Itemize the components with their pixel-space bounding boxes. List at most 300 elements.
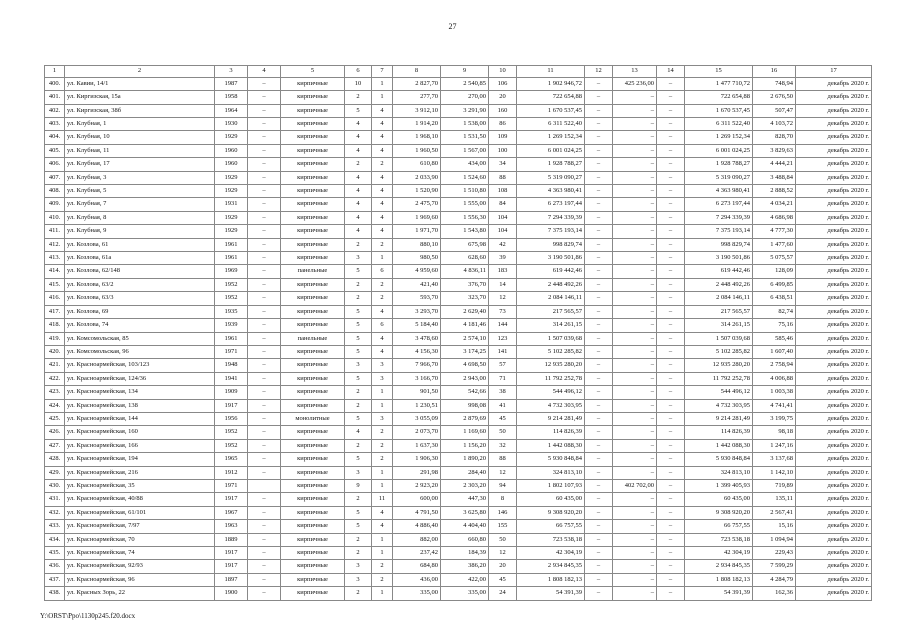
table-cell: декабрь 2020 г. bbox=[796, 225, 872, 238]
table-cell: 6 311 522,40 bbox=[517, 118, 585, 131]
table-cell: 3 055,09 bbox=[393, 412, 441, 425]
table-cell: – bbox=[613, 453, 657, 466]
table-cell: 1900 bbox=[215, 587, 248, 600]
table-cell: декабрь 2020 г. bbox=[796, 185, 872, 198]
table-cell: – bbox=[657, 252, 685, 265]
table-cell: ул. Красноармейская, 124/36 bbox=[65, 372, 215, 385]
table-cell: 1956 bbox=[215, 412, 248, 425]
table-cell: – bbox=[585, 305, 613, 318]
table-cell: 1 bbox=[372, 386, 393, 399]
table-cell: – bbox=[657, 493, 685, 506]
table-cell: декабрь 2020 г. bbox=[796, 345, 872, 358]
table-cell: – bbox=[585, 533, 613, 546]
table-cell: – bbox=[585, 412, 613, 425]
table-cell: 7 294 339,39 bbox=[685, 211, 753, 224]
table-cell: 5 102 285,82 bbox=[517, 345, 585, 358]
table-cell: кирпичные bbox=[281, 547, 345, 560]
table-cell: – bbox=[657, 533, 685, 546]
table-row bbox=[45, 265, 872, 278]
table-cell: – bbox=[613, 225, 657, 238]
table-cell: 4 284,79 bbox=[753, 573, 796, 586]
table-cell: – bbox=[585, 359, 613, 372]
table-cell: 722 654,88 bbox=[685, 91, 753, 104]
table-cell: 1 906,30 bbox=[393, 453, 441, 466]
table-cell: – bbox=[657, 426, 685, 439]
table-cell: 4 bbox=[345, 185, 372, 198]
table-cell: 2 879,69 bbox=[441, 412, 489, 425]
table-cell: – bbox=[248, 211, 281, 224]
table-cell: 5 184,40 bbox=[393, 319, 441, 332]
table-cell: 1 543,80 bbox=[441, 225, 489, 238]
table-cell: 432. bbox=[45, 506, 65, 519]
table-row bbox=[45, 118, 872, 131]
table-cell: ул. Клубная, 8 bbox=[65, 211, 215, 224]
table-cell: 100 bbox=[489, 144, 517, 157]
table-cell: – bbox=[613, 319, 657, 332]
table-row bbox=[45, 573, 872, 586]
table-cell: 411. bbox=[45, 225, 65, 238]
table-row bbox=[45, 332, 872, 345]
table-cell: 1930 bbox=[215, 118, 248, 131]
table-cell: 1 556,30 bbox=[441, 211, 489, 224]
table-cell: 2 827,70 bbox=[393, 77, 441, 90]
table-cell: 42 bbox=[489, 238, 517, 251]
page-number: 27 bbox=[448, 22, 457, 31]
table-cell: 66 757,55 bbox=[685, 520, 753, 533]
column-header: 14 bbox=[657, 66, 685, 78]
table-cell: 1939 bbox=[215, 319, 248, 332]
table-cell: 401. bbox=[45, 91, 65, 104]
table-cell: 3 174,25 bbox=[441, 345, 489, 358]
table-cell: декабрь 2020 г. bbox=[796, 305, 872, 318]
table-cell: – bbox=[248, 493, 281, 506]
table-cell: 11 792 252,78 bbox=[517, 372, 585, 385]
table-cell: 2 923,20 bbox=[393, 479, 441, 492]
table-cell: кирпичные bbox=[281, 305, 345, 318]
table-cell: – bbox=[585, 439, 613, 452]
table-cell: 998 829,74 bbox=[517, 238, 585, 251]
table-cell: 4 bbox=[372, 305, 393, 318]
table-cell: ул. Красноармейская, 7/97 bbox=[65, 520, 215, 533]
table-cell: 1 808 182,13 bbox=[517, 573, 585, 586]
column-header: 12 bbox=[585, 66, 613, 78]
table-cell: кирпичные bbox=[281, 345, 345, 358]
table-cell: 335,00 bbox=[393, 587, 441, 600]
table-cell: 3 829,63 bbox=[753, 144, 796, 157]
table-cell: 4 741,41 bbox=[753, 399, 796, 412]
table-cell: 404. bbox=[45, 131, 65, 144]
table-cell: 9 308 920,20 bbox=[685, 506, 753, 519]
table-cell: – bbox=[657, 359, 685, 372]
table-cell: 39 bbox=[489, 252, 517, 265]
table-cell: 54 391,39 bbox=[685, 587, 753, 600]
table-cell: 544 496,12 bbox=[517, 386, 585, 399]
table-cell: – bbox=[657, 412, 685, 425]
table-cell: 585,46 bbox=[753, 332, 796, 345]
table-row bbox=[45, 439, 872, 452]
table-cell: 1 bbox=[372, 91, 393, 104]
table-cell: декабрь 2020 г. bbox=[796, 292, 872, 305]
table-cell: кирпичные bbox=[281, 359, 345, 372]
table-cell: 407. bbox=[45, 171, 65, 184]
table-cell: – bbox=[657, 185, 685, 198]
table-cell: 1 808 182,13 bbox=[685, 573, 753, 586]
table-cell: – bbox=[248, 252, 281, 265]
table-cell: 4 103,72 bbox=[753, 118, 796, 131]
table-cell: 3 166,70 bbox=[393, 372, 441, 385]
table-cell: – bbox=[613, 185, 657, 198]
table-cell: 419. bbox=[45, 332, 65, 345]
table-cell: ул. Клубная, 17 bbox=[65, 158, 215, 171]
table-cell: 426. bbox=[45, 426, 65, 439]
table-cell: 1 094,94 bbox=[753, 533, 796, 546]
table-cell: – bbox=[585, 225, 613, 238]
footer-file-path: Y:\ORST\Ppo\1130p245.f20.docx bbox=[40, 612, 136, 620]
table-cell: – bbox=[657, 386, 685, 399]
table-cell: – bbox=[248, 131, 281, 144]
table-cell: – bbox=[657, 479, 685, 492]
table-cell: 4 777,30 bbox=[753, 225, 796, 238]
table-cell: 2 bbox=[345, 399, 372, 412]
table-cell: 73 bbox=[489, 305, 517, 318]
table-cell: 414. bbox=[45, 265, 65, 278]
housing-register-table bbox=[44, 65, 872, 601]
table-cell: кирпичные bbox=[281, 493, 345, 506]
table-cell: 5 bbox=[345, 520, 372, 533]
table-cell: 619 442,46 bbox=[517, 265, 585, 278]
table-cell: 1 520,90 bbox=[393, 185, 441, 198]
table-cell: 1 507 039,68 bbox=[517, 332, 585, 345]
table-cell: 34 bbox=[489, 158, 517, 171]
table-cell: 7 966,70 bbox=[393, 359, 441, 372]
table-row bbox=[45, 533, 872, 546]
table-cell: – bbox=[613, 560, 657, 573]
table-cell: 1 bbox=[372, 587, 393, 600]
table-cell: – bbox=[657, 399, 685, 412]
table-cell: – bbox=[657, 345, 685, 358]
table-cell: 430. bbox=[45, 479, 65, 492]
table-cell: 4 bbox=[345, 118, 372, 131]
table-cell: 2 934 845,35 bbox=[517, 560, 585, 573]
table-cell: 2 676,50 bbox=[753, 91, 796, 104]
table-cell: 6 438,51 bbox=[753, 292, 796, 305]
table-cell: 2 bbox=[345, 439, 372, 452]
table-cell: 9 308 920,20 bbox=[517, 506, 585, 519]
table-cell: – bbox=[657, 560, 685, 573]
table-cell: 1952 bbox=[215, 439, 248, 452]
table-cell: 1 637,30 bbox=[393, 439, 441, 452]
table-cell: 1 142,10 bbox=[753, 466, 796, 479]
table-cell: – bbox=[613, 198, 657, 211]
table-cell: 162,36 bbox=[753, 587, 796, 600]
table-cell: – bbox=[657, 225, 685, 238]
table-row bbox=[45, 587, 872, 600]
table-cell: 4 bbox=[372, 506, 393, 519]
table-cell: 4 791,50 bbox=[393, 506, 441, 519]
table-cell: 217 565,57 bbox=[517, 305, 585, 318]
table-cell: декабрь 2020 г. bbox=[796, 265, 872, 278]
table-cell: 160 bbox=[489, 104, 517, 117]
table-cell: 4 bbox=[345, 225, 372, 238]
table-cell: 114 826,39 bbox=[517, 426, 585, 439]
table-cell: ул. Комсомольская, 96 bbox=[65, 345, 215, 358]
table-cell: 4 732 303,95 bbox=[685, 399, 753, 412]
table-cell: 12 935 280,20 bbox=[685, 359, 753, 372]
table-cell: 415. bbox=[45, 278, 65, 291]
column-header: 13 bbox=[613, 66, 657, 78]
table-cell: ул. Клубная, 5 bbox=[65, 185, 215, 198]
table-cell: 544 496,12 bbox=[685, 386, 753, 399]
table-cell: ул. Козлова, 63/2 bbox=[65, 278, 215, 291]
table-cell: 4 732 303,95 bbox=[517, 399, 585, 412]
table-cell: 435. bbox=[45, 547, 65, 560]
table-row bbox=[45, 171, 872, 184]
table-cell: ул. Козлова, 63/3 bbox=[65, 292, 215, 305]
table-cell: – bbox=[248, 560, 281, 573]
table-cell: декабрь 2020 г. bbox=[796, 453, 872, 466]
table-row bbox=[45, 453, 872, 466]
table-cell: 5 bbox=[345, 104, 372, 117]
table-cell: – bbox=[657, 319, 685, 332]
table-cell: ул. Красноармейская, 92/93 bbox=[65, 560, 215, 573]
table-cell: декабрь 2020 г. bbox=[796, 238, 872, 251]
table-cell: 123 bbox=[489, 332, 517, 345]
table-cell: 5 bbox=[345, 265, 372, 278]
table-cell: – bbox=[248, 345, 281, 358]
table-cell: 1 169,60 bbox=[441, 426, 489, 439]
table-cell: 2 bbox=[345, 238, 372, 251]
column-header: 17 bbox=[796, 66, 872, 78]
table-cell: кирпичные bbox=[281, 399, 345, 412]
table-cell: 417. bbox=[45, 305, 65, 318]
table-row bbox=[45, 292, 872, 305]
table-cell: 1961 bbox=[215, 238, 248, 251]
table-cell: 719,89 bbox=[753, 479, 796, 492]
table-cell: – bbox=[585, 573, 613, 586]
table-cell: 42 304,19 bbox=[685, 547, 753, 560]
table-cell: декабрь 2020 г. bbox=[796, 332, 872, 345]
table-cell: 2 033,90 bbox=[393, 171, 441, 184]
table-cell: 723 538,18 bbox=[517, 533, 585, 546]
table-cell: ул. Клубная, 1 bbox=[65, 118, 215, 131]
table-cell: – bbox=[585, 345, 613, 358]
table-cell: 1 507 039,68 bbox=[685, 332, 753, 345]
table-cell: – bbox=[248, 412, 281, 425]
table-cell: 1 bbox=[372, 533, 393, 546]
table-cell: 8 bbox=[489, 493, 517, 506]
table-cell: ул. Красноармейская, 35 bbox=[65, 479, 215, 492]
table-cell: 3 291,90 bbox=[441, 104, 489, 117]
table-cell: – bbox=[248, 91, 281, 104]
table-cell: 433. bbox=[45, 520, 65, 533]
table-cell: 1 510,80 bbox=[441, 185, 489, 198]
table-cell: 1952 bbox=[215, 426, 248, 439]
table-cell: 10 bbox=[345, 77, 372, 90]
column-header: 11 bbox=[517, 66, 585, 78]
table-cell: 1 531,50 bbox=[441, 131, 489, 144]
table-cell: – bbox=[657, 332, 685, 345]
table-cell: – bbox=[585, 91, 613, 104]
column-header: 6 bbox=[345, 66, 372, 78]
table-cell: 335,00 bbox=[441, 587, 489, 600]
table-cell: – bbox=[585, 252, 613, 265]
table-cell: 1917 bbox=[215, 493, 248, 506]
table-cell: 4 363 980,41 bbox=[517, 185, 585, 198]
table-cell: кирпичные bbox=[281, 104, 345, 117]
table-cell: 183 bbox=[489, 265, 517, 278]
table-cell: кирпичные bbox=[281, 453, 345, 466]
table-cell: декабрь 2020 г. bbox=[796, 144, 872, 157]
table-cell: ул. Клубная, 9 bbox=[65, 225, 215, 238]
table-cell: 45 bbox=[489, 412, 517, 425]
table-cell: 291,98 bbox=[393, 466, 441, 479]
table-cell: – bbox=[657, 547, 685, 560]
table-cell: – bbox=[613, 158, 657, 171]
table-cell: 11 792 252,78 bbox=[685, 372, 753, 385]
table-cell: 4 886,40 bbox=[393, 520, 441, 533]
table-cell: 2 303,20 bbox=[441, 479, 489, 492]
table-cell: 7 375 193,14 bbox=[517, 225, 585, 238]
table-cell: 2 bbox=[345, 278, 372, 291]
table-cell: 1 003,38 bbox=[753, 386, 796, 399]
table-cell: 66 757,55 bbox=[517, 520, 585, 533]
table-cell: декабрь 2020 г. bbox=[796, 506, 872, 519]
table-cell: – bbox=[248, 547, 281, 560]
table-cell: 1929 bbox=[215, 211, 248, 224]
table-cell: 1958 bbox=[215, 91, 248, 104]
table-cell: 4 bbox=[372, 144, 393, 157]
table-cell: декабрь 2020 г. bbox=[796, 479, 872, 492]
table-cell: 3 bbox=[345, 560, 372, 573]
table-cell: ул. Клубная, 10 bbox=[65, 131, 215, 144]
column-header: 9 bbox=[441, 66, 489, 78]
table-row bbox=[45, 77, 872, 90]
table-cell: 106 bbox=[489, 77, 517, 90]
table-cell: – bbox=[248, 238, 281, 251]
table-cell: – bbox=[613, 238, 657, 251]
table-cell: 38 bbox=[489, 386, 517, 399]
table-cell: декабрь 2020 г. bbox=[796, 91, 872, 104]
table-cell: – bbox=[613, 265, 657, 278]
table-row bbox=[45, 412, 872, 425]
table-cell: 6 001 024,25 bbox=[685, 144, 753, 157]
table-cell: кирпичные bbox=[281, 587, 345, 600]
table-cell: 109 bbox=[489, 131, 517, 144]
table-cell: 1897 bbox=[215, 573, 248, 586]
table-cell: 386,20 bbox=[441, 560, 489, 573]
table-cell: – bbox=[585, 466, 613, 479]
table-cell: 5 bbox=[345, 453, 372, 466]
table-cell: 429. bbox=[45, 466, 65, 479]
table-cell: 5 bbox=[345, 412, 372, 425]
table-cell: 4 698,50 bbox=[441, 359, 489, 372]
table-cell: 409. bbox=[45, 198, 65, 211]
table-cell: 6 273 197,44 bbox=[685, 198, 753, 211]
table-cell: 880,10 bbox=[393, 238, 441, 251]
table-cell: 324 813,10 bbox=[517, 466, 585, 479]
table-cell: 376,70 bbox=[441, 278, 489, 291]
table-cell: кирпичные bbox=[281, 372, 345, 385]
table-cell: – bbox=[248, 198, 281, 211]
table-cell: 314 261,15 bbox=[685, 319, 753, 332]
table-cell: 1 802 107,93 bbox=[517, 479, 585, 492]
table-cell: 6 001 024,25 bbox=[517, 144, 585, 157]
table-cell: 1 247,16 bbox=[753, 439, 796, 452]
table-cell: 12 bbox=[489, 466, 517, 479]
table-cell: 1971 bbox=[215, 479, 248, 492]
table-cell: – bbox=[657, 211, 685, 224]
table-cell: 114 826,39 bbox=[685, 426, 753, 439]
table-cell: 1 960,50 bbox=[393, 144, 441, 157]
table-cell: – bbox=[248, 158, 281, 171]
table-cell: 5 bbox=[345, 345, 372, 358]
table-cell: 1961 bbox=[215, 252, 248, 265]
table-cell: 405. bbox=[45, 144, 65, 157]
table-cell: 12 bbox=[489, 547, 517, 560]
table-cell: 1948 bbox=[215, 359, 248, 372]
table-cell: 82,74 bbox=[753, 305, 796, 318]
table-cell: кирпичные bbox=[281, 479, 345, 492]
table-cell: 42 304,19 bbox=[517, 547, 585, 560]
table-cell: 4 006,88 bbox=[753, 372, 796, 385]
table-cell: – bbox=[657, 91, 685, 104]
table-cell: 507,47 bbox=[753, 104, 796, 117]
column-header: 1 bbox=[45, 66, 65, 78]
table-cell: 314 261,15 bbox=[517, 319, 585, 332]
table-cell: 4 bbox=[345, 211, 372, 224]
table-cell: 610,80 bbox=[393, 158, 441, 171]
table-cell: декабрь 2020 г. bbox=[796, 547, 872, 560]
table-cell bbox=[248, 479, 281, 492]
table-cell: 4 bbox=[372, 211, 393, 224]
table-cell: 4 686,98 bbox=[753, 211, 796, 224]
table-cell: – bbox=[585, 171, 613, 184]
table-cell: – bbox=[248, 399, 281, 412]
table-cell: – bbox=[613, 493, 657, 506]
table-cell: 436,00 bbox=[393, 573, 441, 586]
table-cell: 1971 bbox=[215, 345, 248, 358]
table-cell: – bbox=[613, 506, 657, 519]
table-cell: 184,39 bbox=[441, 547, 489, 560]
table-cell: – bbox=[657, 104, 685, 117]
table-cell: 628,60 bbox=[441, 252, 489, 265]
table-cell: 237,42 bbox=[393, 547, 441, 560]
table-cell: 684,80 bbox=[393, 560, 441, 573]
table-cell: – bbox=[585, 560, 613, 573]
table-cell: 20 bbox=[489, 91, 517, 104]
table-cell: – bbox=[613, 104, 657, 117]
table-cell: декабрь 2020 г. bbox=[796, 399, 872, 412]
table-cell: 425 236,00 bbox=[613, 77, 657, 90]
table-cell: – bbox=[613, 278, 657, 291]
table-cell: 155 bbox=[489, 520, 517, 533]
table-cell: 3 bbox=[345, 359, 372, 372]
table-cell: 2 bbox=[345, 547, 372, 560]
table-cell: – bbox=[613, 305, 657, 318]
table-row bbox=[45, 506, 872, 519]
table-cell: 1 442 088,30 bbox=[685, 439, 753, 452]
table-cell: 421. bbox=[45, 359, 65, 372]
table-cell: кирпичные bbox=[281, 118, 345, 131]
table-cell: – bbox=[248, 77, 281, 90]
table-cell: 1 538,00 bbox=[441, 118, 489, 131]
table-cell: 2 073,70 bbox=[393, 426, 441, 439]
table-cell: 1 928 788,27 bbox=[517, 158, 585, 171]
table-cell: 413. bbox=[45, 252, 65, 265]
table-cell: 324 813,10 bbox=[685, 466, 753, 479]
table-cell: 431. bbox=[45, 493, 65, 506]
table-cell: – bbox=[613, 426, 657, 439]
